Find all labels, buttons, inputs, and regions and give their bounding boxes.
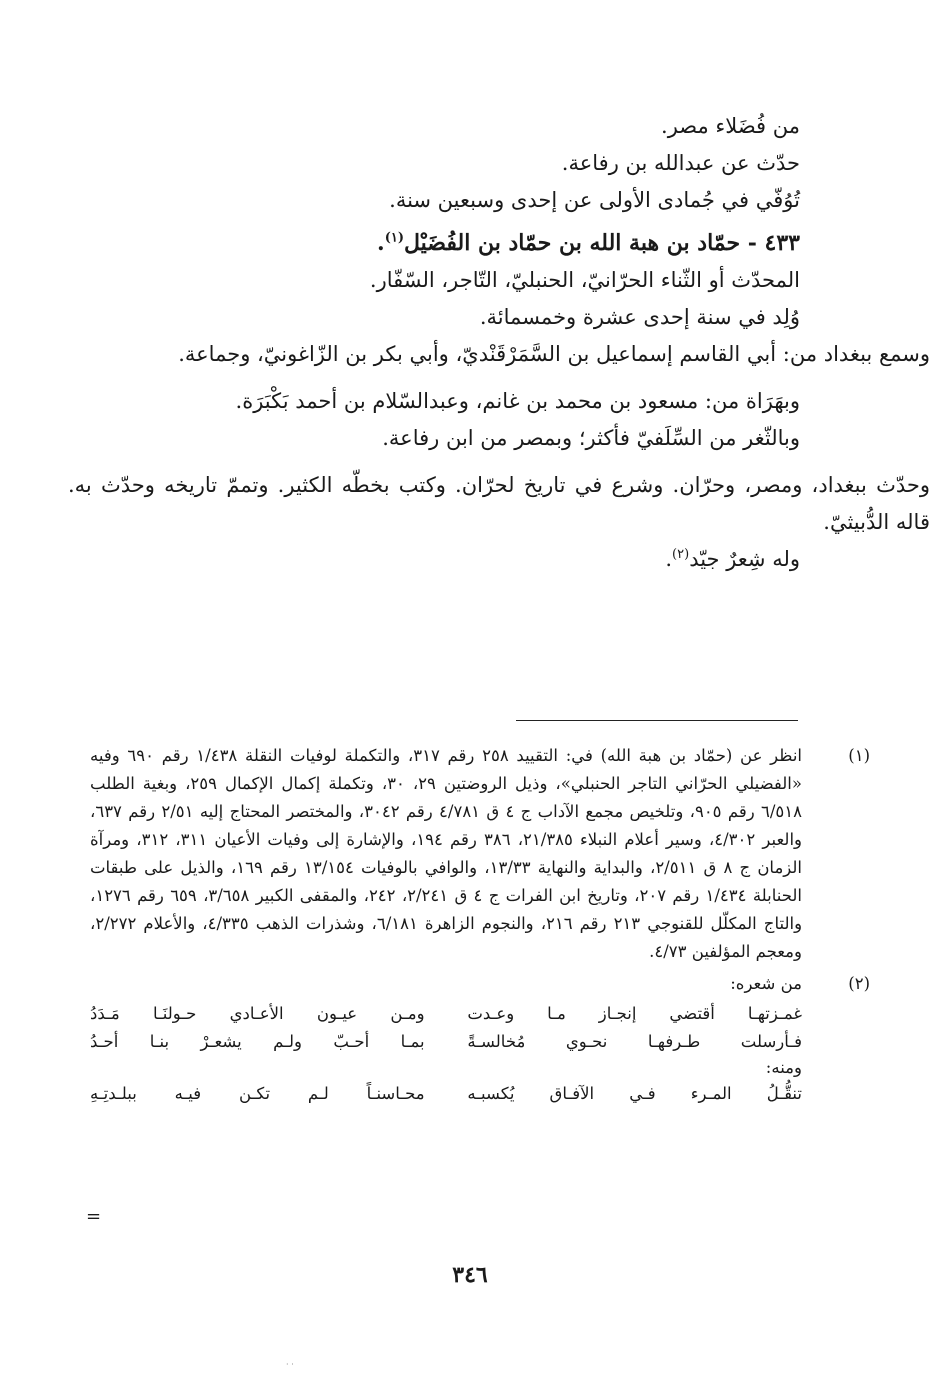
hemistich-first: غمـزتهـا أقتضي إنجـاز مـا وعـدت — [467, 1004, 802, 1023]
footnote-2 — [90, 970, 870, 1108]
verse — [90, 1080, 802, 1108]
footnote-1 — [90, 742, 870, 966]
entry-heading — [68, 225, 800, 262]
text-line: وبالثّغر من السِّلَفيّ فأكثر؛ وبمصر من ابن رفاعة. — [382, 426, 800, 450]
footnote-divider — [516, 720, 798, 721]
entry-period: . — [377, 230, 385, 256]
verse — [90, 1028, 802, 1056]
footnote-number: (٢) — [848, 974, 870, 993]
text-line: وُلِد في سنة إحدى عشرة وخمسمائة. — [479, 305, 800, 329]
text-line — [68, 541, 800, 578]
footnote-ref-2[interactable]: (٢) — [672, 547, 690, 562]
hemistich-second: ومـن عيـون الأعـادي حـولنَـا مَـدَدُ — [90, 1004, 425, 1023]
hemistich-second: بمـا أحـبّ ولـم يشعـرْ بنـا أحـدُ — [90, 1032, 425, 1051]
poem — [90, 1000, 802, 1108]
footnote-intro: من شعره: — [730, 974, 802, 993]
verse-label: ومنه: — [765, 1058, 802, 1077]
poetry-note: وله شِعرٌ جيّد — [689, 547, 800, 571]
period: . — [665, 547, 673, 571]
scan-speck: · · — [286, 1360, 294, 1369]
hemistich-first: تنقُّـلُ المـرء فـي الآفـاق يُكسبـه — [467, 1084, 802, 1103]
footnote-number: (١) — [848, 746, 870, 765]
text-line: حدّث عن عبدالله بن رفاعة. — [561, 151, 800, 175]
text-line: المحدّث أو الثّناء الحرّانيّ، الحنبليّ، التّاجر، السّفّار. — [369, 268, 800, 292]
text-line: تُوُفّي في جُمادى الأولى عن إحدى وسبعين سنة. — [389, 188, 800, 212]
paragraph-sama: وسمع ببغداد من: أبي القاسم إسماعيل بن السَّمَرْقَنْديّ، وأبي بكر بن الزّاغونيّ، وجماعة. — [178, 342, 930, 366]
entry-title: - حمّاد بن هبة الله بن حمّاد بن الفُضَيْل — [403, 230, 765, 256]
paragraph-haddatha: وحدّث ببغداد، ومصر، وحرّان. وشرع في تاريخ لحرّان. وكتب بخطّه الكثير. وتممّ تاريخه وحدّث به. قاله الدُّبيثيّ. — [68, 473, 930, 534]
text-line: من فُضَلاء مصر. — [661, 114, 800, 138]
continuation-mark: = — [86, 1206, 102, 1227]
hemistich-second: محـاسنـاً لـم تكـن فيـه ببلـدتِـهِ — [90, 1084, 425, 1103]
page-number: ٣٤٦ — [452, 1262, 488, 1288]
hemistich-first: فـأرسلت طـرفهـا نحـوي مُخالسـةً — [467, 1032, 802, 1051]
entry-number: ٤٣٣ — [764, 230, 800, 256]
footnotes — [90, 742, 870, 1108]
footnote-text: انظر عن (حمّاد بن هبة الله) في: التقييد ٢٥٨ رقم ٣١٧، والتكملة لوفيات النقلة ١/٤٣٨ رقم ٦٩٠ وفيه «الفضيلي الحرّاني التاجر الحنبلي»، وذيل الروضتين ٢٩، ٣٠، وتكملة إكمال الإكمال ٢٥٩، وبغية الطلب ٦/٥١٨ رقم ٩٠٥، وتلخيص مجمع الآداب ج ٤ ق ٤/٧٨١ رقم ٣٠٤٢، والمختصر المحتاج إليه ٢/٥١ رقم ٦٣٧، والعبر ٤/٣٠٢، وسير أعلام النبلاء ٢١/٣٨٥، ٣٨٦ رقم ١٩٤، والإشارة إلى وفيات الأعيان ٣١١، ٣١٢، ومرآة الزمان ج ٨ ق ٢/٥١١، والبداية والنهاية ١٣/٣٣، والوافي بالوفيات ١٣/١٥٤ رقم ١٦٩، والذيل على طبقات الحنابلة ١/٤٣٤ رقم ٢٠٧، وتاريخ ابن الفرات ج ٤ ق ٢/٢٤١، ٢٤٢، والمقفى الكبير ٣/٦٥٨، ٦٥٩ رقم ١٢٧٦، والتاج المكلّل للقنوجي ٢١٣ رقم ٢١٦، والنجوم الزاهرة ٦/١٨١، وشذرات الذهب ٤/٣٣٥، والأعلام ٢/٢٧٢، ومعجم المؤلفين ٤/٧٣. — [90, 746, 803, 961]
main-text — [68, 108, 930, 578]
text-line: وبهَرَاة من: مسعود بن محمد بن غانم، وعبدالسّلام بن أحمد بَكْبَرَة. — [235, 389, 800, 413]
footnote-ref-1[interactable]: (١) — [384, 230, 404, 246]
verse — [90, 1000, 802, 1028]
